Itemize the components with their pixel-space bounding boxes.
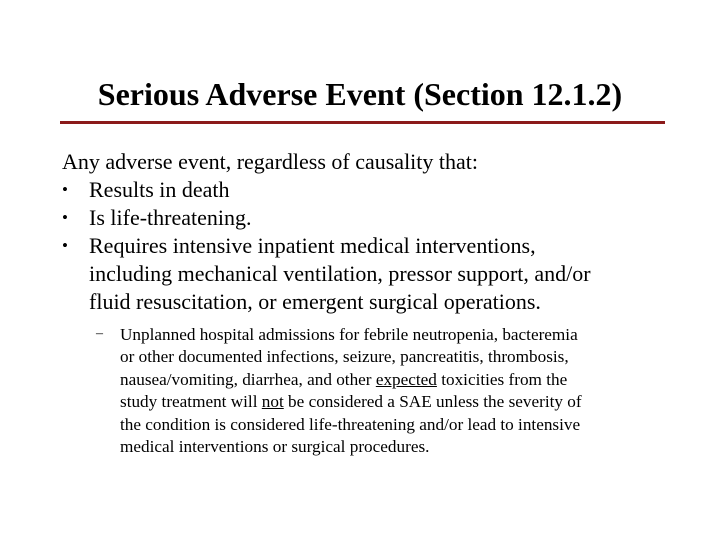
sub-bullet-line-part: toxicities from the [436,369,568,389]
bullet-icon: • [62,208,68,227]
bullet-text: Is life-threatening. [89,205,252,230]
title-divider [60,121,665,124]
sub-bullet-line: medical interventions or surgical procedures. [120,437,430,457]
sub-bullet-line-part: be considered a SAE unless the severity of [283,392,582,412]
intro-text: Any adverse event, regardless of causality that: [62,149,479,174]
bullet-text-line: Requires intensive inpatient medical interventions, [89,233,536,258]
bullet-text-line: fluid resuscitation, or emergent surgical operations. [89,289,541,314]
dash-icon: – [96,326,103,341]
bullet-text: Results in death [89,177,230,202]
sub-bullet-line-part: nausea/vomiting, diarrhea, and other [120,369,376,389]
slide-title: Serious Adverse Event (Section 12.1.2) [97,76,623,112]
bullet-item [62,176,682,204]
sub-bullet-line: the condition is considered life-threatening and/or lead to intensive [120,414,581,434]
bullet-item [62,232,682,316]
emphasis-expected: expected [375,369,437,389]
sub-bullet [96,324,666,458]
bullet-list [62,176,682,316]
sub-bullet-line: or other documented infections, seizure, pancreatitis, thrombosis, [120,347,569,367]
sub-bullet-line-part: study treatment will [120,392,262,412]
sub-bullet-line: Unplanned hospital admissions for febrile neutropenia, bacteremia [120,325,578,344]
bullet-icon: • [62,180,68,199]
sub-bullet-text [120,324,666,458]
bullet-item [62,204,682,232]
bullet-icon: • [62,236,68,255]
bullet-text-line: including mechanical ventilation, pressor support, and/or [89,261,591,286]
emphasis-not: not [261,392,284,412]
